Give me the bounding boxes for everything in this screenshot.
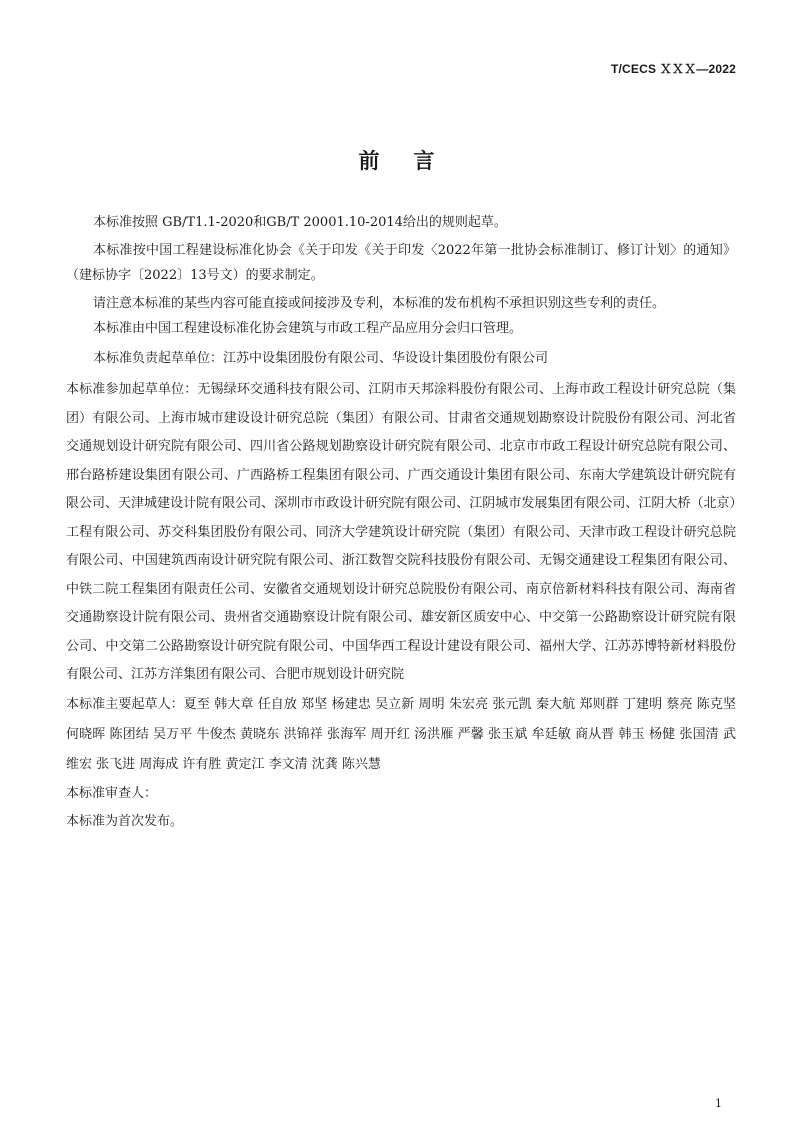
page-title: 前言	[358, 148, 469, 173]
main-drafters-paragraph: 本标准主要起草人：夏至 韩大章 任自放 郑坚 杨建忠 吴立新 周明 朱宏亮 张元凯 秦大航 郑则群 丁建明 蔡亮 陈克坚 何晓晖 陈团结 吴万平 牛俊杰 黄晓东 洪锦祥 张海军 周开红 汤洪雁 严馨 张玉斌 牟廷敏 商从晋 韩玉 杨健 张国清 武维宏 张飞进 周海成 许有胜 黄定江 李文清 沈龚 陈兴慧	[66, 696, 736, 772]
foreword-body	[66, 210, 736, 837]
patent-notice-paragraph: 请注意本标准的某些内容可能直接或间接涉及专利，本标准的发布机构不承担识别这些专利的责任。	[93, 296, 666, 311]
first-release-paragraph: 本标准为首次发布。	[66, 814, 184, 829]
reviewers-paragraph: 本标准审查人：	[66, 785, 158, 801]
drafting-rules-paragraph: 本标准按照 GB/T1.1-2020和GB/T 20001.10-2014给出的规则起草。	[93, 215, 507, 230]
management-paragraph: 本标准由中国工程建设标准化协会建筑与市政工程产品应用分会归口管理。	[93, 321, 523, 336]
participating-units-paragraph: 本标准参加起草单位：无锡绿环交通科技有限公司、江阴市天邦涂料股份有限公司、上海市政工程设计研究总院（集团）有限公司、上海市城市建设设计研究总院（集团）有限公司、甘肃省交通规划勘察设计院股份有限公司、河北省交通规划设计研究院有限公司、四川省公路规划勘察设计研究院有限公司、北京市市政工程设计研究总院有限公司、邢台路桥建设集团有限公司、广西路桥工程集团有限公司、广西交通设计集团有限公司、东南大学建筑设计研究院有限公司、天津城建设计院有限公司、深圳市市政设计研究院有限公司、江阴城市发展集团有限公司、江阴大桥（北京）工程有限公司、苏交科集团股份有限公司、同济大学建筑设计研究院（集团）有限公司、天津市政工程设计研究总院有限公司、中国建筑西南设计研究院有限公司、浙江数智交院科技股份有限公司、无锡交通建设工程集团有限公司、中铁二院工程集团有限责任公司、安徽省交通规划设计研究总院股份有限公司、南京倍新材料科技有限公司、海南省交通勘察设计院有限公司、贵州省交通勘察设计院有限公司、雄安新区质安中心、中交第一公路勘察设计研究院有限公司、中交第二公路勘察设计研究院有限公司、中国华西工程设计建设有限公司、福州大学、江苏苏博特新材料股份有限公司、江苏方洋集团有限公司、合肥市规划设计研究院	[66, 382, 736, 682]
page-number: 1	[715, 1097, 722, 1110]
basis-paragraph: 本标准按中国工程建设标准化协会《关于印发《关于印发〈2022年第一批协会标准制订、修订计划〉的通知》（建标协字〔2022〕13号文）的要求制定。	[66, 243, 736, 283]
chief-drafting-units-paragraph: 本标准负责起草单位：江苏中设集团股份有限公司、华设设计集团股份有限公司	[93, 351, 549, 366]
standard-code: T/CECS ＸＸＸ—2022	[610, 62, 736, 76]
